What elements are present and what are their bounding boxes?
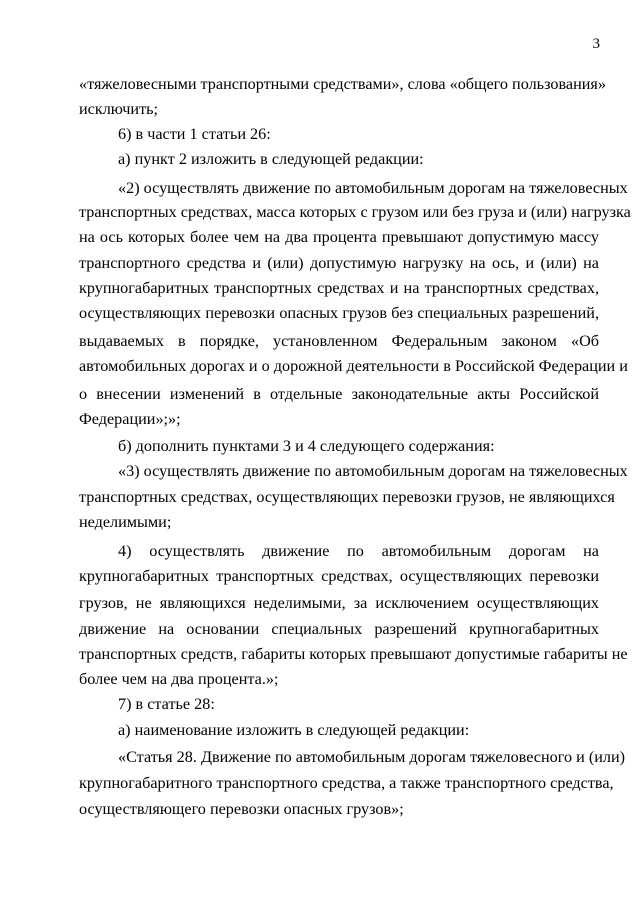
text-line: транспортных средствах, масса которых с грузом или без груза и (или) нагрузка <box>79 203 631 221</box>
text-line: крупногабаритных транспортных средствах, осуществляющих перевозки <box>79 567 599 585</box>
text-line: транспортных средств, габариты которых превышают допустимые габариты не <box>79 645 628 663</box>
text-line: о внесении изменений в отдельные законодательные акты Российской <box>79 385 599 403</box>
text-line: а) пункт 2 изложить в следующей редакции: <box>118 150 424 168</box>
text-line: на ось которых более чем на два процента превышают допустимую массу <box>79 228 599 246</box>
text-line: автомобильных дорогах и о дорожной деятельности в Российской Федерации и <box>79 357 628 375</box>
text-line: Федерации»;»; <box>79 410 181 428</box>
text-line: 4) осуществлять движение по автомобильным дорогам на <box>118 542 599 560</box>
text-line: выдаваемых в порядке, установленном Федеральным законом «Об <box>79 332 599 350</box>
text-line: 7) в статье 28: <box>118 695 215 713</box>
text-line: «3) осуществлять движение по автомобильным дорогам на тяжеловесных <box>118 462 628 480</box>
text-line: движение на основании специальных разрешений крупногабаритных <box>79 620 599 638</box>
text-line: исключить; <box>79 100 159 118</box>
text-line: 6) в части 1 статьи 26: <box>118 125 271 143</box>
text-line: «2) осуществлять движение по автомобильным дорогам на тяжеловесных <box>118 179 628 197</box>
text-line: «Статья 28. Движение по автомобильным дорогам тяжеловесного и (или) <box>118 748 626 766</box>
text-line: «тяжеловесными транспортными средствами», слова «общего пользования» <box>79 75 606 93</box>
text-line: а) наименование изложить в следующей редакции: <box>118 721 470 739</box>
text-line: б) дополнить пунктами 3 и 4 следующего содержания: <box>118 437 495 455</box>
text-line: грузов, не являющихся неделимыми, за исключением осуществляющих <box>79 594 599 612</box>
text-line: осуществляющих перевозки опасных грузов без специальных разрешений, <box>79 304 599 322</box>
text-line: неделимыми; <box>79 513 172 531</box>
text-line: осуществляющего перевозки опасных грузов»; <box>79 800 404 818</box>
text-line: крупногабаритных транспортных средствах и на транспортных средствах, <box>79 279 599 297</box>
text-line: транспортного средства и (или) допустимую нагрузку на ось, и (или) на <box>79 254 599 272</box>
text-line: крупногабаритного транспортного средства, а также транспортного средства, <box>79 774 614 792</box>
page-number: 3 <box>592 36 600 52</box>
text-line: более чем на два процента.»; <box>79 670 279 688</box>
text-line: транспортных средствах, осуществляющих перевозки грузов, не являющихся <box>79 488 615 506</box>
